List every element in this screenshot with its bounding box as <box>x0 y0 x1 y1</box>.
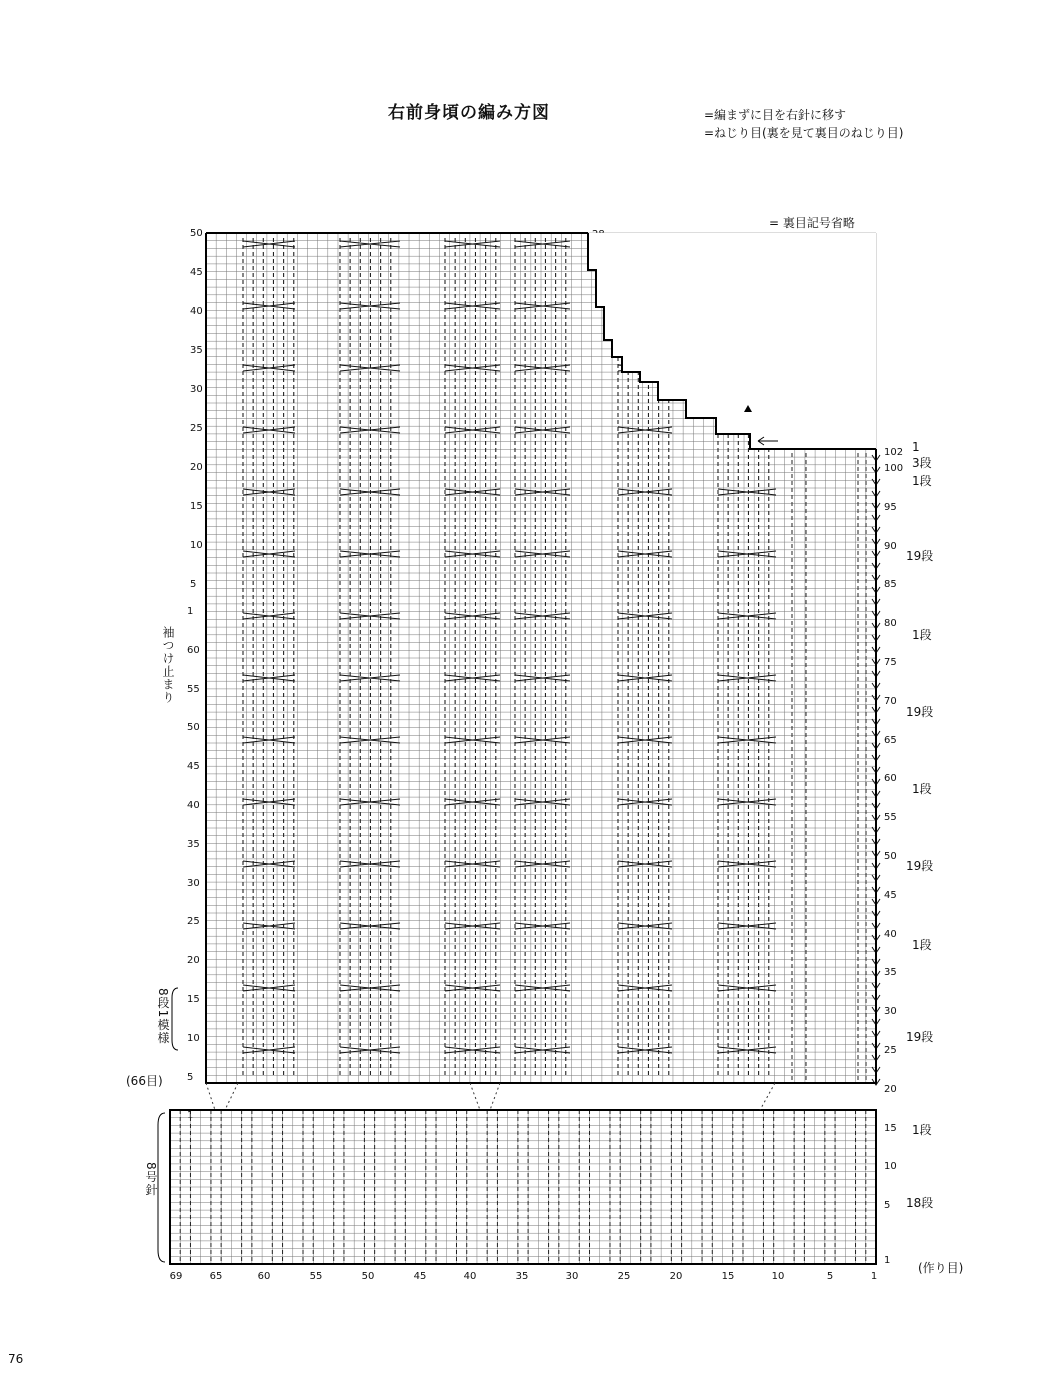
stitch-axis-label: 20 <box>669 1271 683 1282</box>
legend-slip: =編まずに目を右針に移す <box>704 108 847 122</box>
cable-cross <box>718 675 776 681</box>
left-row-label: 45 <box>190 267 203 278</box>
right-row-label: 45 <box>884 889 897 901</box>
cable-cross <box>445 613 500 619</box>
right-section-label: 1段 <box>912 474 932 488</box>
cable-cross <box>515 737 570 743</box>
cable-cross <box>618 551 672 557</box>
left-row-label: 45 <box>187 761 200 773</box>
stitch-axis-label: 5 <box>826 1271 834 1282</box>
cable-cross <box>718 861 776 867</box>
left-row-label: 20 <box>187 955 200 967</box>
right-row-label: 1 <box>884 1255 891 1266</box>
right-section-label: 19段 <box>906 549 934 563</box>
cable-cross <box>515 675 570 681</box>
right-row-label: 90 <box>884 540 897 552</box>
cable-cross <box>718 923 776 929</box>
cable-cross <box>515 303 570 309</box>
left-row-label: 35 <box>187 838 200 850</box>
stitch-axis-label: 40 <box>463 1271 477 1282</box>
legend-purl-omit: = 裏目記号省略 <box>769 216 855 230</box>
cable-cross <box>618 737 672 743</box>
right-row-label: 25 <box>884 1045 897 1056</box>
right-section-label: 1段 <box>912 628 932 642</box>
left-row-label: 40 <box>190 306 203 317</box>
left-row-label: 40 <box>187 800 200 811</box>
stitch-axis-label: 35 <box>515 1271 529 1282</box>
cable-cross <box>515 861 570 867</box>
cable-cross <box>718 799 776 805</box>
stitch-axis-label: 50 <box>361 1271 375 1282</box>
right-row-label: 80 <box>884 618 897 630</box>
stitch-axis-label: 10 <box>771 1271 785 1282</box>
cable-cross <box>515 365 570 371</box>
cable-cross <box>445 923 500 929</box>
left-row-label: 1 <box>187 1110 194 1122</box>
cast-on-label: (作り目) <box>918 1261 964 1275</box>
right-row-label: 102 <box>884 447 904 458</box>
right-section-label: 1 <box>912 440 920 454</box>
right-section-label: 1段 <box>912 938 932 952</box>
cable-cross <box>445 799 500 805</box>
left-row-label: 30 <box>187 877 200 889</box>
left-row-label: 30 <box>190 384 203 395</box>
repeat-label: 8段1模様 <box>156 988 170 1045</box>
left-row-label: 55 <box>187 683 200 695</box>
cable-cross <box>445 861 500 867</box>
stitch-axis-label: 15 <box>721 1271 735 1282</box>
cable-cross <box>718 489 776 495</box>
right-section-label: 18段 <box>906 1196 934 1210</box>
right-row-label: 35 <box>884 967 897 979</box>
cable-cross <box>445 489 500 495</box>
neckline-mask <box>588 233 876 449</box>
right-row-label: 55 <box>884 812 897 824</box>
left-row-label: 60 <box>187 644 200 656</box>
right-row-label: 75 <box>884 657 897 668</box>
left-row-label: 35 <box>190 345 203 356</box>
right-row-label: 70 <box>884 695 897 707</box>
cable-cross <box>618 861 672 867</box>
right-section-label: 19段 <box>906 859 934 873</box>
right-section-label: 19段 <box>906 705 934 719</box>
stitch-axis-label: 69 <box>169 1271 183 1282</box>
left-row-label: 50 <box>190 228 203 239</box>
cable-cross <box>718 613 776 619</box>
cable-cross <box>445 303 500 309</box>
stitch-axis-label: 30 <box>565 1271 579 1282</box>
cable-cross <box>618 613 672 619</box>
repeat-brace <box>172 988 178 1050</box>
left-row-label: 5 <box>190 579 197 590</box>
cable-cross <box>515 799 570 805</box>
chart-title: 右前身頃の編み方図 <box>388 103 550 123</box>
sleeve-label: 袖つけ止まり <box>161 626 175 704</box>
cable-cross <box>718 737 776 743</box>
cable-cross <box>445 675 500 681</box>
right-row-label: 5 <box>884 1200 891 1212</box>
right-row-label: 60 <box>884 773 897 785</box>
cable-cross <box>515 923 570 929</box>
left-row-label: 50 <box>187 722 200 734</box>
left-row-label: 5 <box>187 1071 194 1083</box>
cable-cross <box>515 489 570 495</box>
cable-cross <box>718 551 776 557</box>
stitch-axis-label: 60 <box>257 1271 271 1282</box>
right-row-label: 30 <box>884 1006 897 1018</box>
cable-cross <box>618 489 672 495</box>
right-row-label: 85 <box>884 579 897 591</box>
legend-twist: =ねじり目(裏を見て裏目のねじり目) <box>704 126 904 140</box>
cable-cross <box>618 923 672 929</box>
right-row-label: 95 <box>884 501 897 513</box>
right-row-label: 20 <box>884 1083 897 1095</box>
stitch-axis-label: 45 <box>413 1271 427 1282</box>
needle8-label: 8号針 <box>144 1162 158 1197</box>
cable-cross <box>618 427 672 433</box>
right-section-label: 1段 <box>912 1123 932 1137</box>
left-row-label: 25 <box>187 916 200 928</box>
stitch-axis-label: 1 <box>870 1271 878 1282</box>
right-section-label: 19段 <box>906 1030 934 1044</box>
right-row-label: 50 <box>884 851 897 862</box>
left-row-label: 1 <box>187 606 194 617</box>
stitch-axis-label: 65 <box>209 1271 223 1282</box>
cast-count-label: (66目) <box>126 1074 163 1088</box>
left-row-label: 15 <box>187 994 200 1005</box>
page-number: 76 <box>8 1352 24 1366</box>
right-section-label: 1段 <box>912 782 932 796</box>
rib-grid-lines <box>170 1110 876 1264</box>
cable-cross <box>445 737 500 743</box>
cable-cross <box>515 241 570 247</box>
needle8-brace <box>158 1113 165 1262</box>
cable-cross <box>515 551 570 557</box>
grid-connectors <box>206 1083 775 1110</box>
left-row-label: 20 <box>190 462 203 473</box>
right-row-label: 15 <box>884 1122 897 1134</box>
cable-cross <box>445 241 500 247</box>
cable-cross <box>445 427 500 433</box>
twist-columns <box>792 453 866 1083</box>
cable-cross <box>445 365 500 371</box>
right-row-label: 40 <box>884 928 897 940</box>
stitch-axis-label: 55 <box>309 1271 323 1282</box>
cable-cross <box>515 613 570 619</box>
right-row-label: 10 <box>884 1161 897 1173</box>
left-row-label: 25 <box>190 423 203 434</box>
cable-cross <box>445 551 500 557</box>
stitch-axis-label: 25 <box>617 1271 631 1282</box>
left-row-label: 15 <box>190 501 203 512</box>
cable-cross <box>515 427 570 433</box>
right-row-label: 65 <box>884 734 897 746</box>
left-row-label: 10 <box>187 1032 200 1044</box>
right-section-label: 3段 <box>912 456 932 470</box>
right-row-label: 100 <box>884 463 904 474</box>
cable-cross <box>618 799 672 805</box>
left-row-label: 10 <box>190 540 203 551</box>
cable-cross <box>618 675 672 681</box>
